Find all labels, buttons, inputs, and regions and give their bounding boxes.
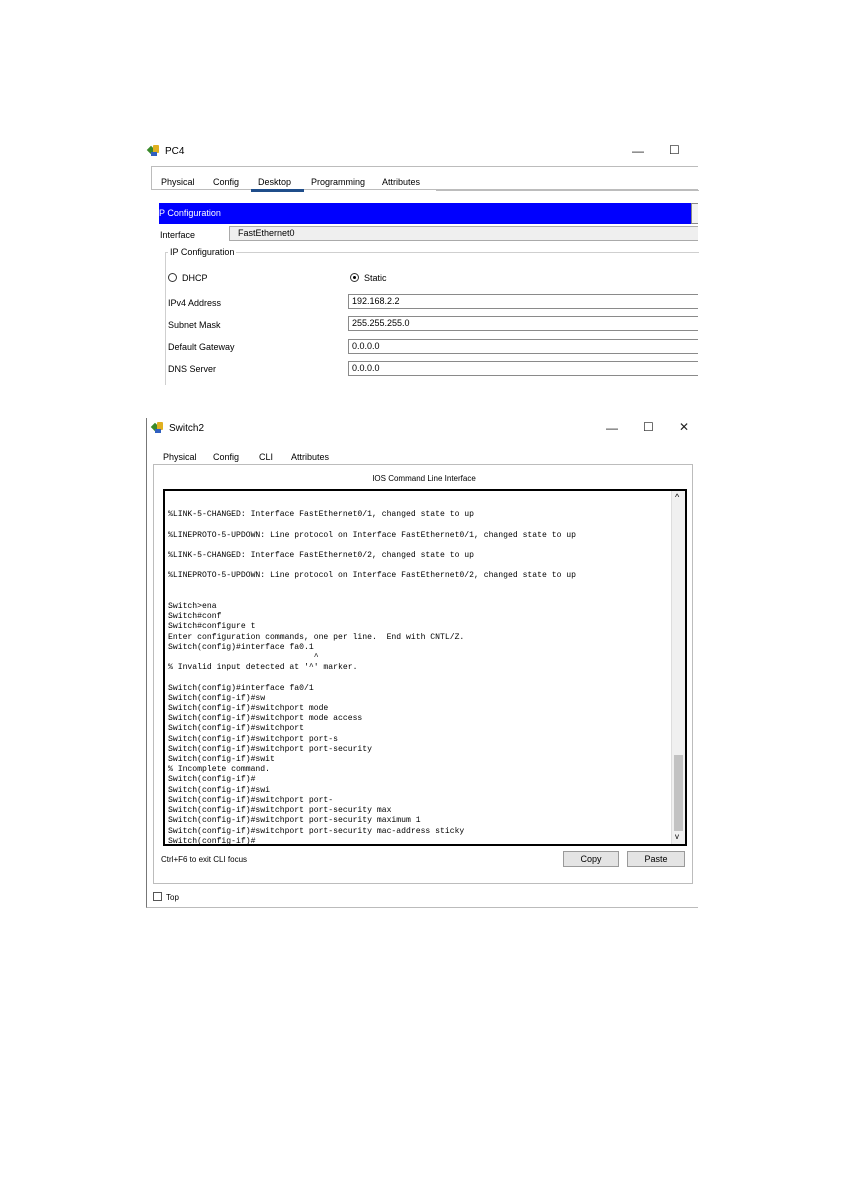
- static-radio[interactable]: [350, 273, 387, 283]
- cli-line: %LINEPROTO-5-UPDOWN: Line protocol on Interface FastEthernet0/1, changed state to up: [168, 530, 576, 540]
- scroll-down-icon[interactable]: v: [675, 832, 679, 841]
- tab-physical[interactable]: Physical: [161, 177, 195, 187]
- scroll-up-icon[interactable]: ^: [675, 492, 680, 502]
- switch2-window: [146, 418, 698, 908]
- cli-line: Switch#configure t: [168, 622, 256, 632]
- pc4-window: [146, 140, 698, 385]
- dns-server-field[interactable]: 0.0.0.0: [348, 361, 698, 376]
- packet-tracer-icon: [152, 422, 164, 434]
- cli-line: [168, 592, 576, 602]
- close-button[interactable]: ✕: [679, 420, 690, 434]
- scrollbar-thumb[interactable]: [674, 755, 683, 831]
- dhcp-radio-circle: [168, 273, 177, 282]
- tab-attributes[interactable]: Attributes: [291, 452, 330, 462]
- cli-line: Switch(config-if)#swi: [168, 785, 270, 795]
- cli-line: [168, 673, 576, 683]
- tab-desktop[interactable]: Desktop: [251, 174, 304, 192]
- cli-line: Switch(config-if)#switchport mode: [168, 704, 329, 714]
- cli-line: [168, 500, 576, 510]
- cli-line: [168, 520, 576, 530]
- minimize-button[interactable]: —: [632, 144, 644, 158]
- cli-line: [168, 582, 576, 592]
- cli-line: Switch(config-if)#switchport port-: [168, 795, 334, 805]
- cli-line: Switch(config-if)#: [168, 836, 256, 846]
- maximize-button[interactable]: ☐: [669, 143, 680, 157]
- cli-line: Switch(config-if)#switchport port-s: [168, 734, 338, 744]
- tab-programming[interactable]: Programming: [311, 177, 366, 187]
- window-title: Switch2: [169, 422, 205, 434]
- tab-config[interactable]: Config: [213, 177, 240, 187]
- copy-button[interactable]: Copy: [563, 851, 619, 867]
- cli-line: % Invalid input detected at '^' marker.: [168, 663, 358, 673]
- interface-value: FastEthernet0: [238, 228, 295, 238]
- tabs: [154, 174, 435, 192]
- gateway-label: Default Gateway: [168, 342, 235, 352]
- cli-line: Switch#conf: [168, 612, 222, 622]
- tab-cli[interactable]: CLI: [250, 449, 285, 467]
- cli-terminal[interactable]: [163, 489, 687, 846]
- ipv4-address-field[interactable]: 192.168.2.2: [348, 294, 698, 309]
- tab-divider: [436, 190, 699, 191]
- tab-physical[interactable]: Physical: [163, 452, 197, 462]
- ip-config-header-title: P Configuration: [159, 208, 221, 218]
- tab-config[interactable]: Config: [213, 452, 240, 462]
- cli-scrollbar[interactable]: [671, 491, 685, 844]
- ip-config-header: [159, 203, 691, 224]
- static-label: Static: [364, 273, 387, 283]
- cli-title: IOS Command Line Interface: [372, 474, 476, 483]
- cli-line: Switch(config-if)#: [168, 775, 256, 785]
- cli-line: Enter configuration commands, one per line. End with CNTL/Z.: [168, 632, 465, 642]
- tab-attributes[interactable]: Attributes: [382, 177, 421, 187]
- cli-line: Switch(config-if)#switchport port-security: [168, 744, 372, 754]
- cli-line: ^: [168, 653, 319, 663]
- ip-config-group-label: IP Configuration: [170, 247, 235, 257]
- cli-line: Switch(config)#interface fa0.1: [168, 642, 314, 652]
- packet-tracer-icon: [148, 145, 160, 157]
- cli-output: [168, 500, 576, 846]
- static-radio-circle: [350, 273, 359, 282]
- cli-line: Switch(config-if)#switchport mode access: [168, 714, 363, 724]
- paste-button[interactable]: Paste: [627, 851, 685, 867]
- cli-line: [168, 561, 576, 571]
- cli-focus-hint: Ctrl+F6 to exit CLI focus: [161, 855, 248, 864]
- cli-line: %LINEPROTO-5-UPDOWN: Line protocol on Interface FastEthernet0/2, changed state to up: [168, 571, 576, 581]
- cli-line: Switch(config)#interface fa0/1: [168, 683, 314, 693]
- dhcp-label: DHCP: [182, 273, 208, 283]
- cli-line: % Incomplete command.: [168, 765, 270, 775]
- cli-line: Switch(config-if)#switchport port-security maximum 1: [168, 816, 421, 826]
- cli-line: Switch(config-if)#switchport port-security max: [168, 806, 392, 816]
- dhcp-radio[interactable]: [168, 273, 208, 283]
- window-title: PC4: [165, 145, 185, 157]
- switch2-titlebar: [152, 422, 204, 434]
- cli-line: %LINK-5-CHANGED: Interface FastEthernet0/2, changed state to up: [168, 551, 474, 561]
- default-gateway-field[interactable]: 0.0.0.0: [348, 339, 698, 354]
- cli-line: Switch(config-if)#switchport: [168, 724, 304, 734]
- cli-line: Switch(config-if)#sw: [168, 693, 266, 703]
- pc4-titlebar: [148, 145, 184, 157]
- top-label: Top: [166, 893, 179, 902]
- ipv4-label: IPv4 Address: [168, 298, 222, 308]
- maximize-button[interactable]: ☐: [643, 420, 654, 434]
- tab-strip: [151, 166, 698, 190]
- cli-line: Switch(config-if)#swit: [168, 755, 275, 765]
- cli-panel: [153, 464, 693, 884]
- minimize-button[interactable]: —: [606, 421, 618, 435]
- top-checkbox[interactable]: [153, 892, 179, 902]
- subnet-label: Subnet Mask: [168, 320, 221, 330]
- subnet-mask-field[interactable]: 255.255.255.0: [348, 316, 698, 331]
- dns-label: DNS Server: [168, 364, 217, 374]
- cli-line: Switch(config-if)#switchport port-security mac-address sticky: [168, 826, 465, 836]
- cli-line: %LINK-5-CHANGED: Interface FastEthernet0/1, changed state to up: [168, 510, 474, 520]
- interface-select[interactable]: [229, 226, 698, 241]
- cli-line: [168, 541, 576, 551]
- header-close-button[interactable]: [691, 203, 698, 224]
- top-checkbox-box: [153, 892, 162, 901]
- cli-line: Switch>ena: [168, 602, 217, 612]
- interface-label: Interface: [160, 230, 196, 240]
